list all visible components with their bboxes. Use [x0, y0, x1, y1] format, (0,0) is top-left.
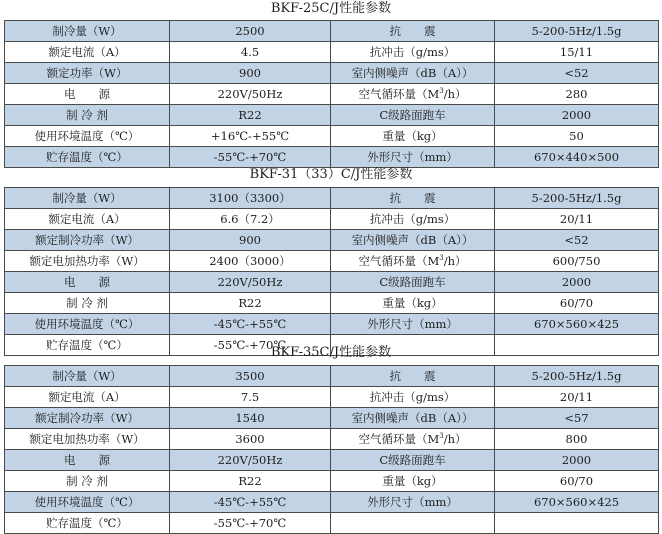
param-label: 抗 震 [331, 188, 495, 209]
param-value: -55℃-+70℃ [170, 335, 331, 356]
param-label: 抗冲击（g/ms） [331, 209, 495, 230]
param-label: 重量（kg） [331, 126, 495, 147]
param-value: 2000 [495, 272, 659, 293]
table-row [5, 63, 659, 84]
param-value: R22 [170, 105, 331, 126]
table-row [5, 84, 659, 105]
param-label: 使用环境温度（℃） [5, 492, 170, 513]
param-label: 额定电加热功率（W） [5, 251, 170, 272]
param-label: 室内侧噪声（dB（A）） [331, 408, 495, 429]
param-label: 重量（kg） [331, 471, 495, 492]
param-label: 制 冷 剂 [5, 105, 170, 126]
param-value: -45℃-+55℃ [170, 314, 331, 335]
table-row [5, 429, 659, 450]
param-value: 3500 [170, 366, 331, 387]
table-row [5, 251, 659, 272]
param-label: 制冷量（W） [5, 21, 170, 42]
param-label: 额定功率（W） [5, 63, 170, 84]
param-value: 220V/50Hz [170, 272, 331, 293]
param-value: 15/11 [495, 42, 659, 63]
param-value: 900 [170, 63, 331, 84]
param-label: 空气循环量$(M^3/h)$ [331, 84, 495, 105]
param-label: 电 源 [5, 272, 170, 293]
table-row [5, 272, 659, 293]
param-value: 2500 [170, 21, 331, 42]
param-label: 抗冲击（g/ms） [331, 42, 495, 63]
param-value: 60/70 [495, 471, 659, 492]
param-label: 室内侧噪声（dB（A）） [331, 230, 495, 251]
spec-table-bkf-35 [4, 365, 659, 534]
table-row [5, 314, 659, 335]
param-label: 外形尺寸（mm） [331, 314, 495, 335]
param-label: 制冷量（W） [5, 188, 170, 209]
param-value: 900 [170, 230, 331, 251]
param-value: 60/70 [495, 293, 659, 314]
param-value: 3600 [170, 429, 331, 450]
param-value: 3100（3300） [170, 188, 331, 209]
param-label: 空气循环量$(M^3/h)$ [331, 251, 495, 272]
param-value: -55℃-+70℃ [170, 513, 331, 534]
table-row [5, 293, 659, 314]
param-value: 670×560×425 [495, 492, 659, 513]
param-value: 220V/50Hz [170, 84, 331, 105]
param-label: 电 源 [5, 84, 170, 105]
param-label: 使用环境温度（℃） [5, 314, 170, 335]
param-value: 2400（3000） [170, 251, 331, 272]
table-row [5, 21, 659, 42]
param-value: <52 [495, 63, 659, 84]
param-value: 2000 [495, 105, 659, 126]
table-row [5, 126, 659, 147]
param-label: 贮存温度（℃） [5, 147, 170, 168]
param-label: 额定电流（A） [5, 209, 170, 230]
param-value: 4.5 [170, 42, 331, 63]
param-label: 贮存温度（℃） [5, 335, 170, 356]
param-value: 5-200-5Hz/1.5g [495, 21, 659, 42]
spec-table-bkf-31 [4, 187, 659, 356]
param-value [495, 513, 659, 534]
param-value: 20/11 [495, 209, 659, 230]
param-value: 220V/50Hz [170, 450, 331, 471]
param-value: 600/750 [495, 251, 659, 272]
table-row [5, 408, 659, 429]
param-label: 制冷量（W） [5, 366, 170, 387]
param-value: 7.5 [170, 387, 331, 408]
table-row [5, 105, 659, 126]
table-row [5, 147, 659, 168]
param-value: 800 [495, 429, 659, 450]
param-value: -45℃-+55℃ [170, 492, 331, 513]
table-3-title: BKF-35C/J性能参数 [270, 345, 392, 360]
param-value: 2000 [495, 450, 659, 471]
param-value: 5-200-5Hz/1.5g [495, 366, 659, 387]
param-value: 50 [495, 126, 659, 147]
param-label: 抗冲击（g/ms） [331, 387, 495, 408]
table-row [5, 492, 659, 513]
table-row [5, 42, 659, 63]
param-label: 额定电流（A） [5, 42, 170, 63]
param-label: 制 冷 剂 [5, 471, 170, 492]
param-label [331, 513, 495, 534]
param-value: +16℃-+55℃ [170, 126, 331, 147]
table-row [5, 513, 659, 534]
param-label: 额定制冷功率（W） [5, 230, 170, 251]
table-row [5, 188, 659, 209]
param-value: 670×560×425 [495, 314, 659, 335]
param-label: 额定电加热功率（W） [5, 429, 170, 450]
param-value: 280 [495, 84, 659, 105]
table-row [5, 471, 659, 492]
table-2-title: BKF-31（33）C/J性能参数 [249, 167, 413, 182]
param-label: 重量（kg） [331, 293, 495, 314]
param-label: 电 源 [5, 450, 170, 471]
param-value: 5-200-5Hz/1.5g [495, 188, 659, 209]
param-label: 额定制冷功率（W） [5, 408, 170, 429]
param-value: <52 [495, 230, 659, 251]
param-label: 室内侧噪声（dB（A）） [331, 63, 495, 84]
table-row [5, 209, 659, 230]
param-label: 空气循环量$(M^3/h)$ [331, 429, 495, 450]
param-label: C级路面跑车 [331, 272, 495, 293]
param-label: 抗 震 [331, 366, 495, 387]
param-label: 外形尺寸（mm） [331, 492, 495, 513]
param-value: 670×440×500 [495, 147, 659, 168]
param-value: 6.6（7.2） [170, 209, 331, 230]
param-label: 额定电流（A） [5, 387, 170, 408]
param-value: -55℃-+70℃ [170, 147, 331, 168]
spec-table-bkf-25 [4, 20, 659, 168]
param-value: <57 [495, 408, 659, 429]
param-value: R22 [170, 471, 331, 492]
param-value: 1540 [170, 408, 331, 429]
param-label: C级路面跑车 [331, 105, 495, 126]
param-label: 贮存温度（℃） [5, 513, 170, 534]
param-label: 制 冷 剂 [5, 293, 170, 314]
param-value: 20/11 [495, 387, 659, 408]
table-row [5, 450, 659, 471]
param-label: 抗 震 [331, 21, 495, 42]
param-value: R22 [170, 293, 331, 314]
table-row [5, 387, 659, 408]
param-label: 使用环境温度（℃） [5, 126, 170, 147]
table-row [5, 366, 659, 387]
table-1-title: BKF-25C/J性能参数 [270, 1, 392, 16]
table-row [5, 230, 659, 251]
param-label: C级路面跑车 [331, 450, 495, 471]
param-label: 外形尺寸（mm） [331, 147, 495, 168]
